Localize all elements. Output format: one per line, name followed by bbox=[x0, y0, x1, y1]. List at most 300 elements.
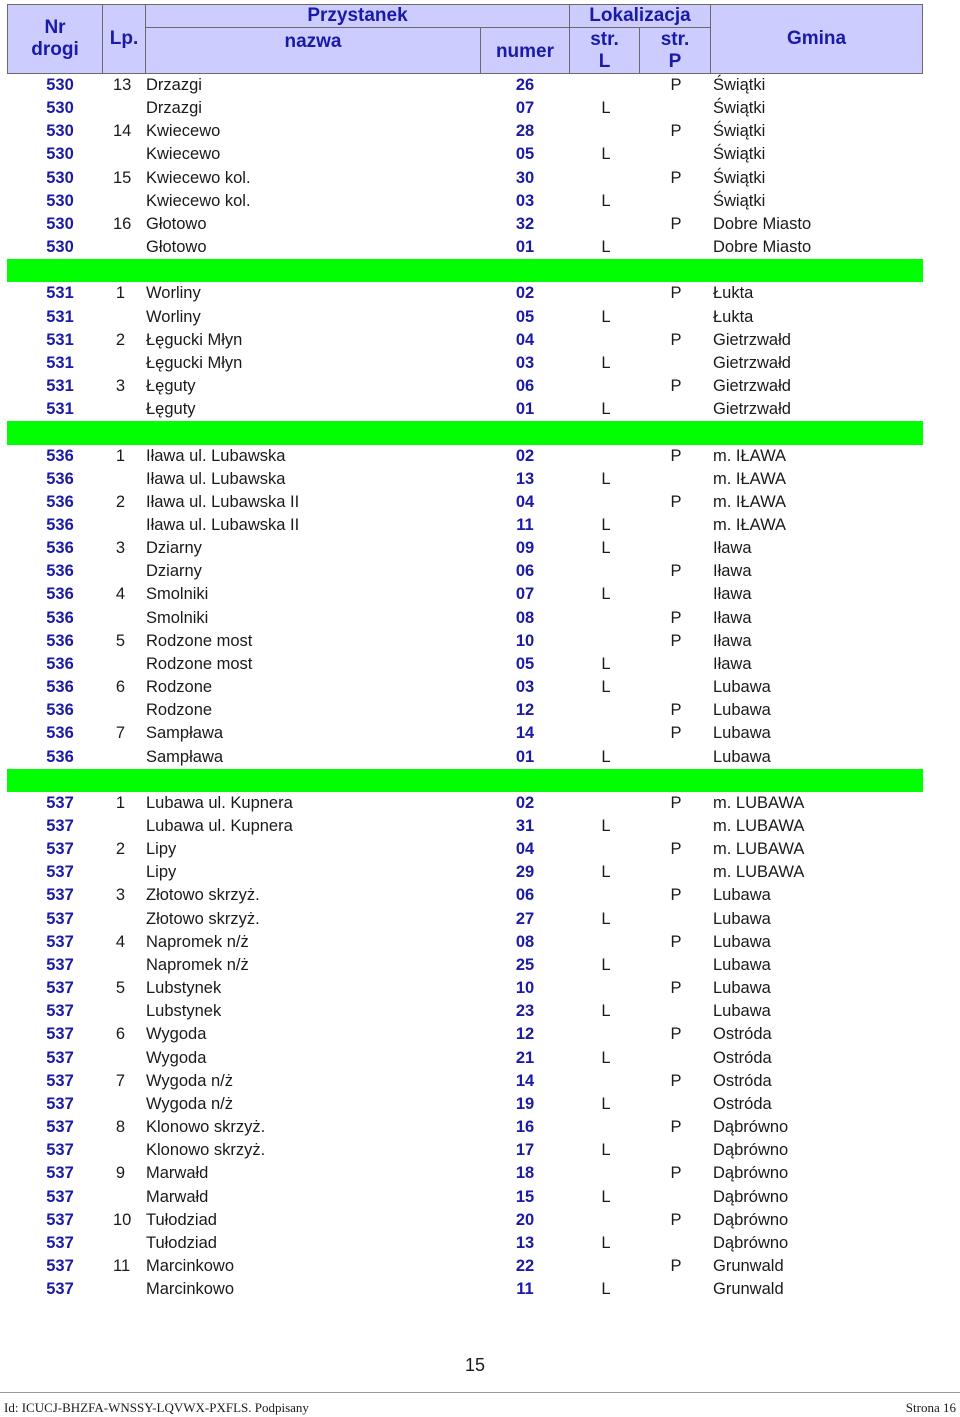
table-row bbox=[7, 190, 923, 213]
stop-number-cell: 06 bbox=[515, 562, 535, 581]
gmina-cell: Gietrzwałd bbox=[713, 400, 791, 419]
road-number-cell: 537 bbox=[46, 793, 74, 812]
side-l-cell: L bbox=[601, 678, 611, 697]
road-number-cell: 537 bbox=[46, 1187, 74, 1206]
road-number-cell: 537 bbox=[46, 1118, 74, 1137]
table-row bbox=[7, 630, 923, 653]
stop-number-cell: 01 bbox=[515, 238, 535, 257]
stop-name-cell: Łęgucki Młyn bbox=[146, 353, 243, 372]
table-row bbox=[7, 607, 923, 630]
table-row bbox=[7, 120, 923, 143]
stop-number-cell: 09 bbox=[515, 539, 535, 558]
page-number: 15 bbox=[464, 1355, 486, 1375]
stop-number-cell: 15 bbox=[515, 1187, 535, 1206]
gmina-cell: Lubawa bbox=[713, 701, 771, 720]
stop-number-cell: 20 bbox=[515, 1210, 535, 1229]
table-row bbox=[7, 583, 923, 606]
side-l-cell: L bbox=[601, 654, 611, 673]
lp-cell: 11 bbox=[113, 1256, 131, 1275]
gmina-cell: Iława bbox=[713, 539, 752, 558]
road-number-cell: 536 bbox=[46, 608, 74, 627]
table-row bbox=[7, 977, 923, 1000]
road-number-cell: 537 bbox=[46, 932, 74, 951]
lp-cell: 10 bbox=[113, 1210, 132, 1229]
side-p-cell: P bbox=[670, 701, 682, 720]
stop-number-cell: 10 bbox=[515, 979, 535, 998]
gmina-cell: Ostróda bbox=[713, 1025, 772, 1044]
gmina-cell: Grunwald bbox=[713, 1280, 784, 1299]
gmina-cell: m. IŁAWA bbox=[713, 446, 787, 465]
stop-number-cell: 06 bbox=[515, 886, 535, 905]
stop-number-cell: 05 bbox=[515, 654, 535, 673]
stop-number-cell: 05 bbox=[515, 145, 535, 164]
lp-cell: 1 bbox=[115, 793, 125, 812]
stop-name-cell: Łęgucki Młyn bbox=[146, 330, 243, 349]
stop-number-cell: 30 bbox=[515, 168, 535, 187]
stop-name-cell: Lubawa ul. Kupnera bbox=[146, 793, 293, 812]
gmina-cell: Iława bbox=[713, 631, 752, 650]
gmina-cell: Dobre Miasto bbox=[713, 238, 812, 257]
side-l-cell: L bbox=[601, 539, 611, 558]
stop-name-cell: Drzazgi bbox=[146, 99, 202, 118]
stop-name-cell: Marwałd bbox=[146, 1164, 209, 1183]
stop-name-cell: Wygoda n/ż bbox=[146, 1094, 233, 1113]
gmina-cell: Lubawa bbox=[713, 909, 771, 928]
stop-name-cell: Drzazgi bbox=[146, 76, 202, 94]
table-row bbox=[7, 699, 923, 722]
table-row bbox=[7, 74, 923, 97]
side-l-cell: L bbox=[601, 909, 611, 928]
gmina-cell: Iława bbox=[713, 562, 752, 581]
side-p-cell: P bbox=[670, 76, 682, 94]
stop-number-cell: 12 bbox=[515, 701, 535, 720]
lp-cell: 7 bbox=[115, 724, 125, 743]
stop-name-cell: Napromek n/ż bbox=[146, 955, 249, 974]
side-p-cell: P bbox=[670, 932, 682, 951]
lp-cell: 6 bbox=[115, 678, 125, 697]
side-p-cell: P bbox=[670, 608, 682, 627]
side-p-cell: P bbox=[670, 1256, 682, 1275]
lp-cell: 16 bbox=[113, 214, 132, 233]
table-row bbox=[7, 653, 923, 676]
road-number-cell: 536 bbox=[46, 747, 74, 766]
section-separator bbox=[7, 259, 923, 282]
road-number-cell: 536 bbox=[46, 446, 74, 465]
gmina-cell: Świątki bbox=[713, 76, 766, 94]
header-gmina: Gmina bbox=[710, 4, 923, 74]
gmina-cell: Iława bbox=[713, 608, 752, 627]
side-l-cell: L bbox=[601, 955, 611, 974]
stop-name-cell: Dziarny bbox=[146, 562, 202, 581]
gmina-cell: m. IŁAWA bbox=[713, 469, 787, 488]
stop-number-cell: 01 bbox=[515, 747, 535, 766]
side-l-cell: L bbox=[601, 307, 611, 326]
stop-number-cell: 18 bbox=[515, 1164, 535, 1183]
section-separator bbox=[7, 769, 923, 792]
stop-name-cell: Iława ul. Lubawska bbox=[146, 446, 286, 465]
table-row bbox=[7, 861, 923, 884]
stop-number-cell: 23 bbox=[515, 1002, 535, 1021]
side-p-cell: P bbox=[670, 1164, 682, 1183]
side-p-cell: P bbox=[670, 840, 682, 859]
gmina-cell: Lubawa bbox=[713, 979, 771, 998]
side-p-cell: P bbox=[670, 330, 682, 349]
road-number-cell: 537 bbox=[46, 909, 74, 928]
lp-cell: 3 bbox=[115, 539, 125, 558]
stop-number-cell: 21 bbox=[515, 1048, 535, 1067]
footer-divider bbox=[0, 1392, 960, 1393]
gmina-cell: m. LUBAWA bbox=[713, 793, 805, 812]
road-number-cell: 531 bbox=[46, 284, 74, 303]
stop-name-cell: Lubstynek bbox=[146, 979, 222, 998]
table-row bbox=[7, 1000, 923, 1023]
side-l-cell: L bbox=[601, 1048, 611, 1067]
stop-number-cell: 13 bbox=[515, 469, 535, 488]
lp-cell: 15 bbox=[113, 168, 132, 187]
gmina-cell: Lubawa bbox=[713, 724, 771, 743]
stop-number-cell: 26 bbox=[515, 76, 535, 94]
header-lokalizacja: Lokalizacja bbox=[569, 4, 711, 28]
stop-number-cell: 32 bbox=[515, 214, 535, 233]
table-row bbox=[7, 1255, 923, 1278]
gmina-cell: Lubawa bbox=[713, 932, 771, 951]
gmina-cell: Dąbrówno bbox=[713, 1233, 789, 1252]
stop-number-cell: 17 bbox=[515, 1141, 535, 1160]
side-p-cell: P bbox=[670, 631, 682, 650]
table-row bbox=[7, 329, 923, 352]
gmina-cell: Dąbrówno bbox=[713, 1187, 789, 1206]
table-row bbox=[7, 1162, 923, 1185]
road-number-cell: 530 bbox=[46, 168, 74, 187]
road-number-cell: 531 bbox=[46, 307, 74, 326]
road-number-cell: 530 bbox=[46, 99, 74, 118]
stop-number-cell: 31 bbox=[515, 817, 535, 835]
stop-name-cell: Kwiecewo bbox=[146, 122, 221, 141]
road-number-cell: 537 bbox=[46, 1002, 74, 1021]
stop-name-cell: Kwiecewo kol. bbox=[146, 168, 251, 187]
table-row bbox=[7, 792, 923, 815]
road-number-cell: 536 bbox=[46, 678, 74, 697]
gmina-cell: Grunwald bbox=[713, 1256, 784, 1275]
lp-cell: 1 bbox=[115, 446, 125, 465]
side-l-cell: L bbox=[601, 1002, 611, 1021]
side-l-cell: L bbox=[601, 747, 611, 766]
stop-name-cell: Marcinkowo bbox=[146, 1256, 235, 1275]
header-przystanek: Przystanek bbox=[145, 4, 570, 28]
stop-number-cell: 05 bbox=[515, 307, 535, 326]
stop-name-cell: Lipy bbox=[146, 840, 177, 859]
lp-cell: 14 bbox=[113, 122, 132, 141]
lp-cell: 2 bbox=[115, 840, 125, 859]
side-l-cell: L bbox=[601, 515, 611, 534]
lp-cell: 13 bbox=[113, 76, 132, 94]
side-p-cell: P bbox=[670, 492, 682, 511]
stops-table-body bbox=[7, 74, 923, 1301]
road-number-cell: 536 bbox=[46, 724, 74, 743]
road-number-cell: 537 bbox=[46, 1094, 74, 1113]
side-l-cell: L bbox=[601, 817, 611, 835]
table-row bbox=[7, 1139, 923, 1162]
side-p-cell: P bbox=[670, 1071, 682, 1090]
stop-name-cell: Kwiecewo bbox=[146, 145, 221, 164]
stop-number-cell: 07 bbox=[515, 585, 535, 604]
gmina-cell: Świątki bbox=[713, 191, 766, 210]
table-row bbox=[7, 352, 923, 375]
document-id: Id: ICUCJ-BHZFA-WNSSY-LQVWX-PXFLS. Podpisany bbox=[4, 1400, 309, 1415]
table-row bbox=[7, 676, 923, 699]
stop-number-cell: 16 bbox=[515, 1118, 535, 1137]
side-p-cell: P bbox=[670, 214, 682, 233]
table-row bbox=[7, 1070, 923, 1093]
table-row bbox=[7, 167, 923, 190]
side-l-cell: L bbox=[601, 99, 611, 118]
gmina-cell: m. IŁAWA bbox=[713, 515, 787, 534]
road-number-cell: 537 bbox=[46, 1210, 74, 1229]
table-row bbox=[7, 746, 923, 769]
table-row bbox=[7, 445, 923, 468]
side-l-cell: L bbox=[601, 863, 611, 882]
stop-number-cell: 14 bbox=[515, 1071, 535, 1090]
side-l-cell: L bbox=[601, 400, 611, 419]
stop-number-cell: 11 bbox=[516, 1280, 534, 1299]
side-p-cell: P bbox=[670, 446, 682, 465]
gmina-cell: Iława bbox=[713, 654, 752, 673]
table-row bbox=[7, 213, 923, 236]
stop-name-cell: Łęguty bbox=[146, 377, 196, 396]
stop-number-cell: 14 bbox=[515, 724, 535, 743]
side-l-cell: L bbox=[601, 191, 611, 210]
side-l-cell: L bbox=[601, 1141, 611, 1160]
gmina-cell: m. LUBAWA bbox=[713, 817, 805, 835]
stop-number-cell: 04 bbox=[515, 492, 535, 511]
table-row bbox=[7, 1047, 923, 1070]
road-number-cell: 537 bbox=[46, 840, 74, 859]
side-l-cell: L bbox=[601, 1187, 611, 1206]
table-row bbox=[7, 1116, 923, 1139]
road-number-cell: 536 bbox=[46, 539, 74, 558]
road-number-cell: 537 bbox=[46, 979, 74, 998]
road-number-cell: 537 bbox=[46, 1025, 74, 1044]
road-number-cell: 537 bbox=[46, 1280, 74, 1299]
stop-name-cell: Złotowo skrzyż. bbox=[146, 886, 260, 905]
table-row bbox=[7, 954, 923, 977]
table-row bbox=[7, 537, 923, 560]
road-number-cell: 531 bbox=[46, 353, 74, 372]
stop-number-cell: 06 bbox=[515, 377, 535, 396]
road-number-cell: 537 bbox=[46, 886, 74, 905]
table-row bbox=[7, 97, 923, 120]
header-str-l: str. L bbox=[569, 27, 640, 74]
header-lp: Lp. bbox=[102, 4, 146, 74]
road-number-cell: 536 bbox=[46, 492, 74, 511]
table-row bbox=[7, 491, 923, 514]
stop-name-cell: Smolniki bbox=[146, 608, 209, 627]
table-row bbox=[7, 560, 923, 583]
stop-name-cell: Lubawa ul. Kupnera bbox=[146, 817, 293, 835]
road-number-cell: 531 bbox=[46, 377, 74, 396]
table-row bbox=[7, 884, 923, 907]
road-number-cell: 537 bbox=[46, 1164, 74, 1183]
stop-number-cell: 01 bbox=[515, 400, 535, 419]
road-number-cell: 536 bbox=[46, 562, 74, 581]
stop-name-cell: Kwiecewo kol. bbox=[146, 191, 251, 210]
table-row bbox=[7, 1232, 923, 1255]
stop-number-cell: 12 bbox=[515, 1025, 535, 1044]
stop-number-cell: 25 bbox=[515, 955, 535, 974]
table-row bbox=[7, 236, 923, 259]
table-row bbox=[7, 1093, 923, 1116]
lp-cell: 8 bbox=[115, 1118, 125, 1137]
stop-number-cell: 22 bbox=[515, 1256, 535, 1275]
lp-cell: 4 bbox=[115, 585, 125, 604]
road-number-cell: 537 bbox=[46, 1141, 74, 1160]
header-str-p: str. P bbox=[639, 27, 711, 74]
stop-number-cell: 11 bbox=[516, 515, 534, 534]
road-number-cell: 537 bbox=[46, 1256, 74, 1275]
table-row bbox=[7, 838, 923, 861]
gmina-cell: Lubawa bbox=[713, 886, 771, 905]
side-l-cell: L bbox=[601, 1094, 611, 1113]
stop-name-cell: Rodzone bbox=[146, 678, 213, 697]
stop-number-cell: 07 bbox=[515, 99, 535, 118]
road-number-cell: 530 bbox=[46, 122, 74, 141]
stop-name-cell: Rodzone bbox=[146, 701, 213, 720]
table-row bbox=[7, 282, 923, 305]
gmina-cell: Świątki bbox=[713, 99, 766, 118]
stop-number-cell: 03 bbox=[515, 191, 535, 210]
stop-number-cell: 03 bbox=[515, 353, 535, 372]
side-p-cell: P bbox=[670, 1210, 682, 1229]
stop-name-cell: Iława ul. Lubawska bbox=[146, 469, 286, 488]
stop-name-cell: Marcinkowo bbox=[146, 1280, 235, 1299]
lp-cell: 2 bbox=[115, 330, 125, 349]
gmina-cell: Lubawa bbox=[713, 678, 771, 697]
lp-cell: 5 bbox=[115, 979, 125, 998]
stop-name-cell: Lipy bbox=[146, 863, 177, 882]
gmina-cell: m. LUBAWA bbox=[713, 840, 805, 859]
road-number-cell: 537 bbox=[46, 817, 74, 835]
lp-cell: 3 bbox=[115, 886, 125, 905]
page-label: Strona 16 bbox=[905, 1400, 956, 1415]
table-row bbox=[7, 815, 923, 838]
gmina-cell: Gietrzwałd bbox=[713, 377, 791, 396]
road-number-cell: 536 bbox=[46, 701, 74, 720]
stop-name-cell: Napromek n/ż bbox=[146, 932, 249, 951]
header-nazwa: nazwa bbox=[145, 27, 481, 74]
side-l-cell: L bbox=[601, 1280, 611, 1299]
stop-name-cell: Worliny bbox=[146, 284, 201, 303]
stop-name-cell: Głotowo bbox=[146, 214, 207, 233]
stop-name-cell: Klonowo skrzyż. bbox=[146, 1141, 266, 1160]
table-row bbox=[7, 931, 923, 954]
gmina-cell: Świątki bbox=[713, 168, 766, 187]
side-p-cell: P bbox=[670, 562, 682, 581]
road-number-cell: 537 bbox=[46, 863, 74, 882]
gmina-cell: Dąbrówno bbox=[713, 1164, 789, 1183]
side-p-cell: P bbox=[670, 793, 682, 812]
table-row bbox=[7, 143, 923, 166]
side-l-cell: L bbox=[601, 145, 611, 164]
stop-name-cell: Lubstynek bbox=[146, 1002, 222, 1021]
gmina-cell: Lubawa bbox=[713, 747, 771, 766]
stop-name-cell: Iława ul. Lubawska II bbox=[146, 492, 300, 511]
stop-name-cell: Sampława bbox=[146, 747, 224, 766]
stop-number-cell: 03 bbox=[515, 678, 535, 697]
lp-cell: 5 bbox=[115, 631, 125, 650]
table-row bbox=[7, 306, 923, 329]
stop-number-cell: 08 bbox=[515, 608, 535, 627]
stop-number-cell: 13 bbox=[515, 1233, 535, 1252]
lp-cell: 6 bbox=[115, 1025, 125, 1044]
side-l-cell: L bbox=[601, 1233, 611, 1252]
stop-number-cell: 02 bbox=[515, 793, 535, 812]
stop-number-cell: 28 bbox=[515, 122, 535, 141]
side-p-cell: P bbox=[670, 377, 682, 396]
stop-number-cell: 02 bbox=[515, 284, 535, 303]
lp-cell: 9 bbox=[115, 1164, 125, 1183]
side-p-cell: P bbox=[670, 886, 682, 905]
lp-cell: 2 bbox=[115, 492, 125, 511]
side-l-cell: L bbox=[601, 469, 611, 488]
stop-number-cell: 29 bbox=[515, 863, 535, 882]
stop-name-cell: Wygoda bbox=[146, 1048, 207, 1067]
road-number-cell: 536 bbox=[46, 469, 74, 488]
stop-number-cell: 08 bbox=[515, 932, 535, 951]
stop-number-cell: 27 bbox=[515, 909, 535, 928]
stop-name-cell: Głotowo bbox=[146, 238, 207, 257]
road-number-cell: 536 bbox=[46, 631, 74, 650]
stop-name-cell: Sampława bbox=[146, 724, 224, 743]
road-number-cell: 536 bbox=[46, 515, 74, 534]
side-l-cell: L bbox=[601, 585, 611, 604]
gmina-cell: Dąbrówno bbox=[713, 1210, 789, 1229]
table-row bbox=[7, 468, 923, 491]
gmina-cell: Lubawa bbox=[713, 955, 771, 974]
header-nr-drogi: Nr drogi bbox=[7, 4, 103, 74]
stop-name-cell: Worliny bbox=[146, 307, 201, 326]
gmina-cell: Łukta bbox=[713, 284, 754, 303]
table-header bbox=[7, 4, 923, 74]
road-number-cell: 536 bbox=[46, 654, 74, 673]
gmina-cell: Ostróda bbox=[713, 1048, 772, 1067]
stop-name-cell: Dziarny bbox=[146, 539, 202, 558]
table-row bbox=[7, 1209, 923, 1232]
gmina-cell: Świątki bbox=[713, 145, 766, 164]
gmina-cell: Iława bbox=[713, 585, 752, 604]
table-row bbox=[7, 1023, 923, 1046]
road-number-cell: 537 bbox=[46, 1233, 74, 1252]
stop-number-cell: 10 bbox=[515, 631, 535, 650]
road-number-cell: 536 bbox=[46, 585, 74, 604]
stop-name-cell: Tułodziad bbox=[146, 1233, 217, 1252]
stop-name-cell: Klonowo skrzyż. bbox=[146, 1118, 266, 1137]
lp-cell: 4 bbox=[115, 932, 125, 951]
stop-number-cell: 04 bbox=[515, 330, 535, 349]
side-p-cell: P bbox=[670, 284, 682, 303]
gmina-cell: Dąbrówno bbox=[713, 1118, 789, 1137]
table-row bbox=[7, 1186, 923, 1209]
lp-cell: 1 bbox=[115, 284, 125, 303]
side-p-cell: P bbox=[670, 1025, 682, 1044]
gmina-cell: Dobre Miasto bbox=[713, 214, 812, 233]
gmina-cell: Dąbrówno bbox=[713, 1141, 789, 1160]
stop-number-cell: 04 bbox=[515, 840, 535, 859]
road-number-cell: 530 bbox=[46, 191, 74, 210]
side-p-cell: P bbox=[670, 122, 682, 141]
stop-name-cell: Iława ul. Lubawska II bbox=[146, 515, 300, 534]
lp-cell: 7 bbox=[115, 1071, 125, 1090]
table-row bbox=[7, 375, 923, 398]
